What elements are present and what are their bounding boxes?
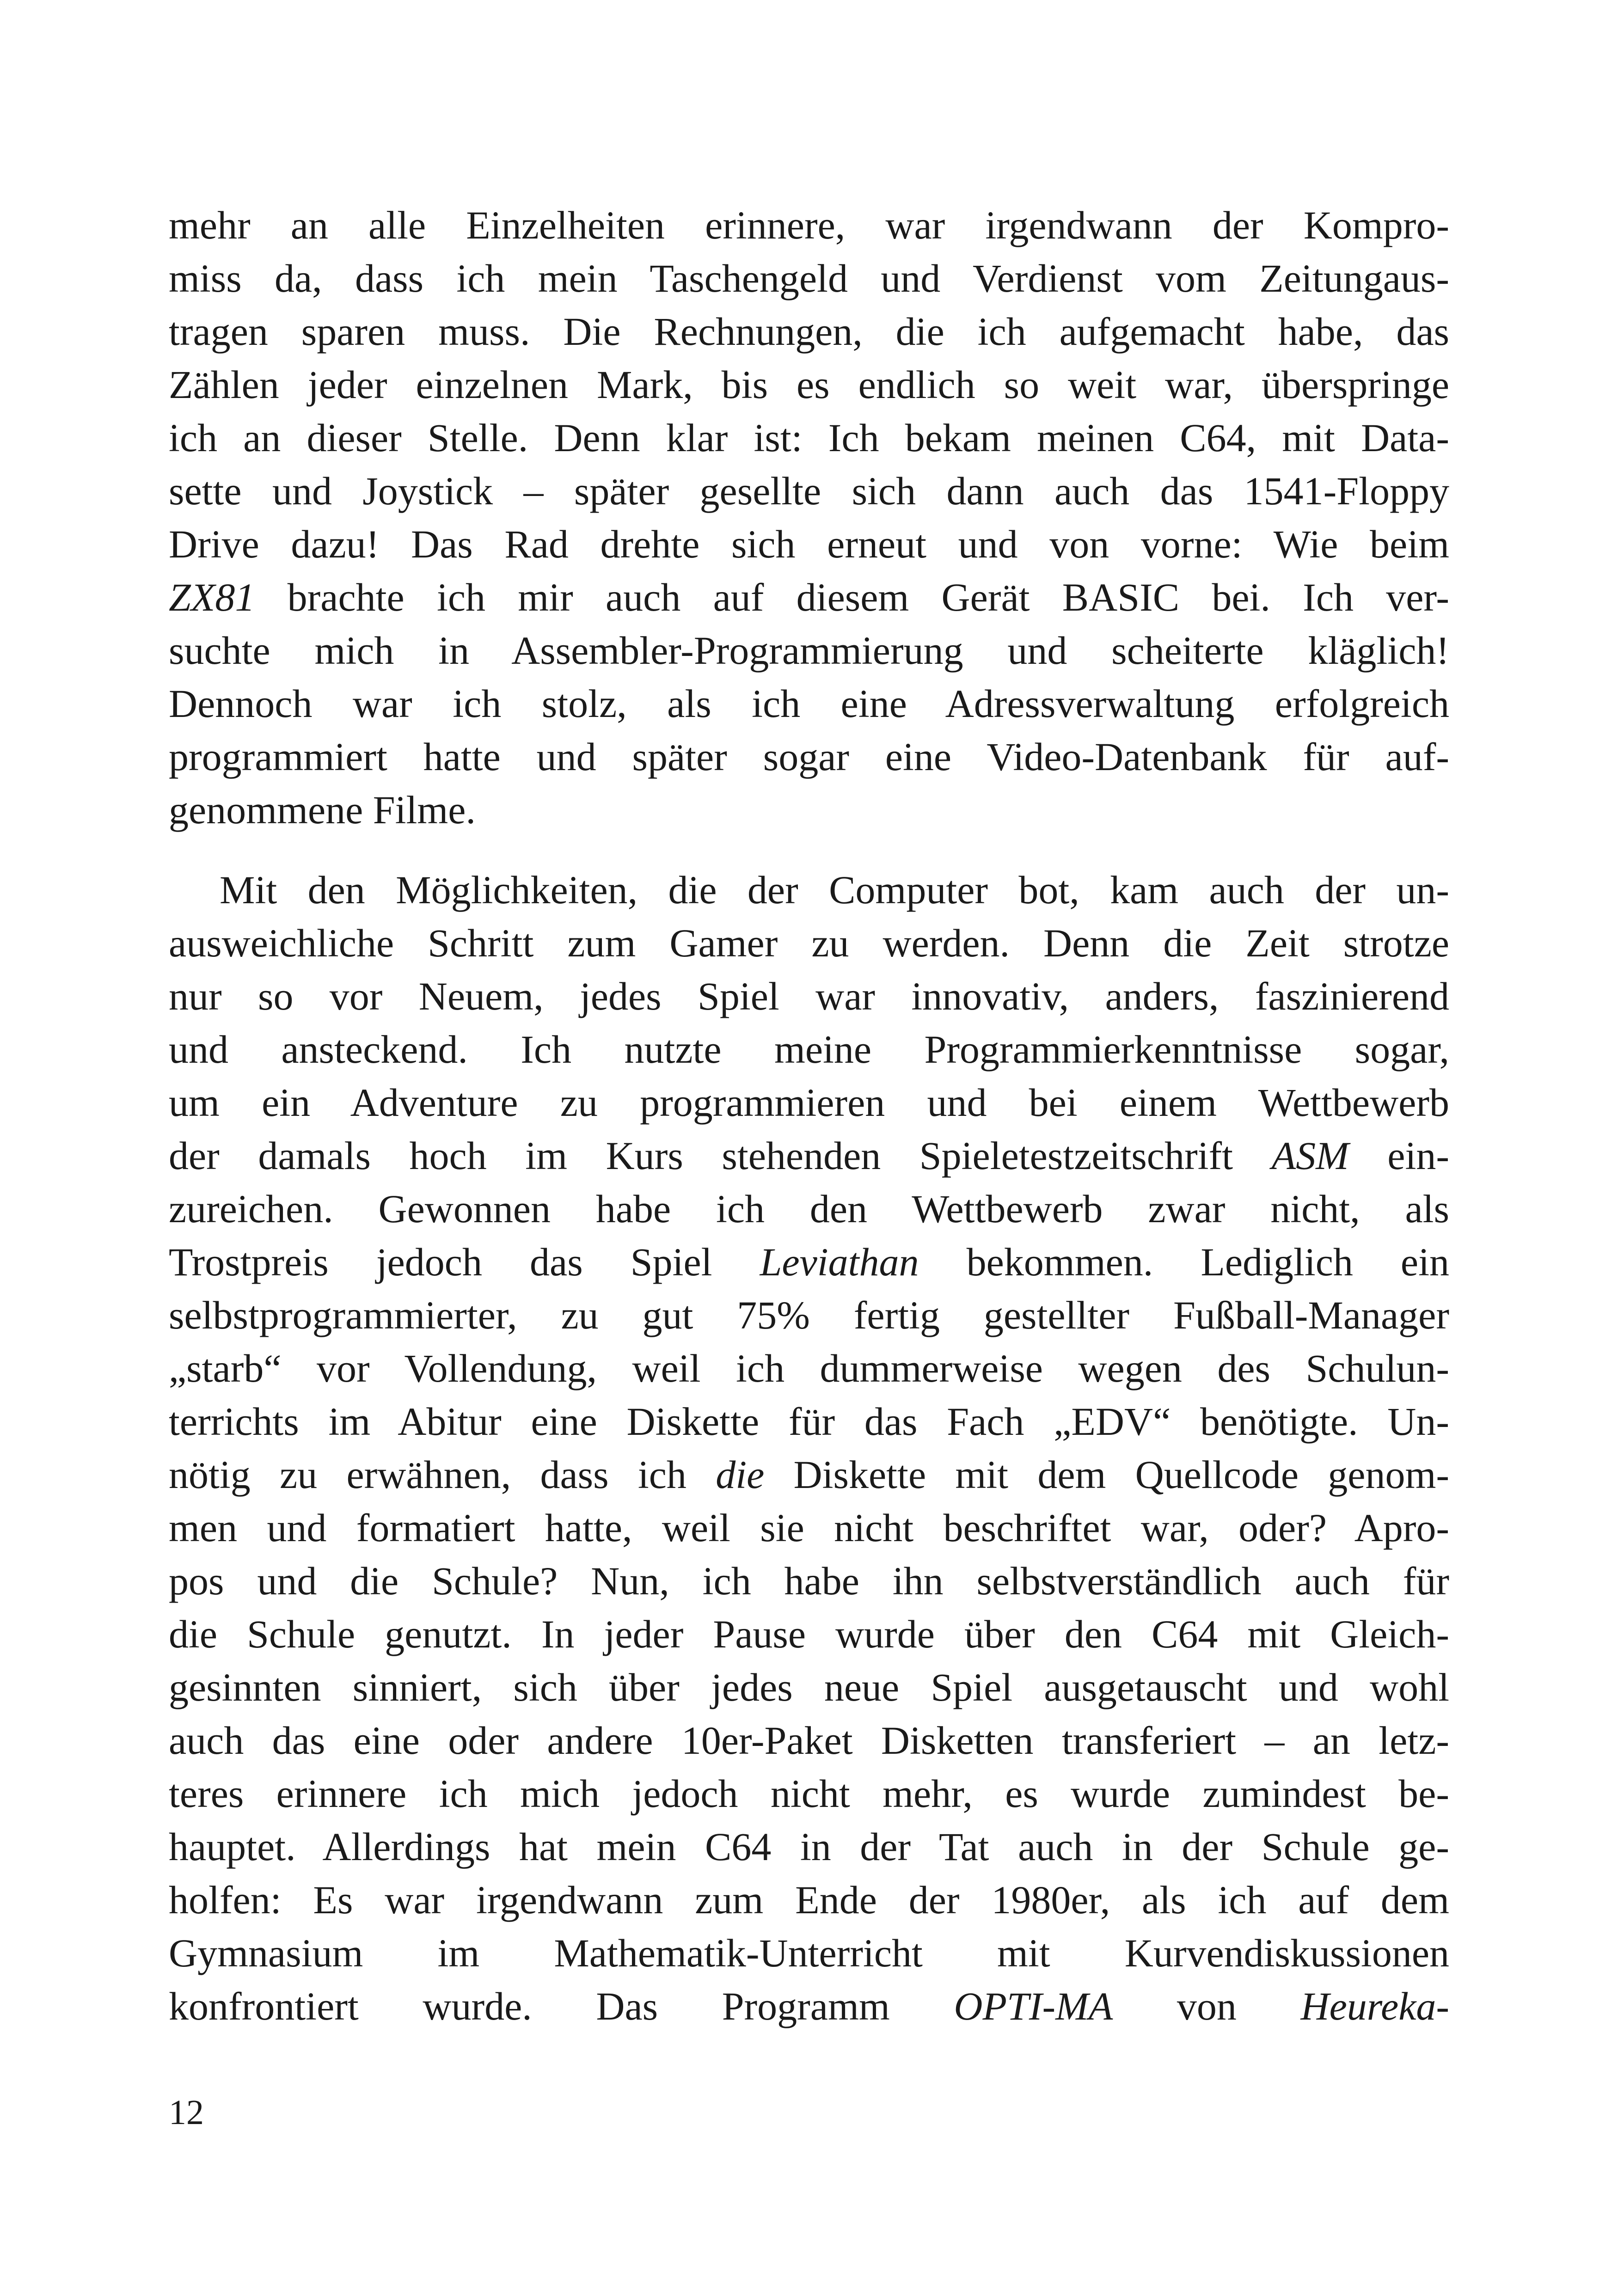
italic-text: ZX81 <box>169 575 255 619</box>
paragraph <box>169 863 1449 2033</box>
text-run: holfen: Es war irgendwann zum Ende der 1980er, als ich auf dem <box>169 1878 1449 1922</box>
text-run: von <box>1113 1984 1301 2028</box>
text-line <box>169 199 1449 252</box>
text-run: Trostpreis jedoch das Spiel <box>169 1240 760 1284</box>
text-run: programmiert hatte und später sogar eine Video-Datenbank für auf- <box>169 735 1449 779</box>
text-run: hauptet. Allerdings hat mein C64 in der Tat auch in der Schule ge- <box>169 1825 1449 1869</box>
text-line <box>169 1182 1449 1236</box>
text-run: genommene Filme. <box>169 788 476 832</box>
italic-text: die <box>716 1452 765 1497</box>
text-run: pos und die Schule? Nun, ich habe ihn selbstverständlich auch für <box>169 1559 1449 1603</box>
text-line <box>169 1555 1449 1608</box>
text-run: gesinnten sinniert, sich über jedes neue Spiel ausgetauscht und wohl <box>169 1665 1449 1709</box>
text-line <box>169 1448 1449 1501</box>
text-line <box>169 518 1449 571</box>
text-run: Mit den Möglichkeiten, die der Computer bot, kam auch der un- <box>220 868 1449 912</box>
text-run: ausweichliche Schritt zum Gamer zu werden. Denn die Zeit strotze <box>169 921 1449 965</box>
text-run: ich an dieser Stelle. Denn klar ist: Ich bekam meinen C64, mit Data- <box>169 416 1449 460</box>
paragraph <box>169 199 1449 837</box>
text-line <box>169 917 1449 970</box>
text-line <box>169 730 1449 784</box>
text-line <box>169 1023 1449 1076</box>
text-line <box>169 252 1449 305</box>
italic-text: ASM <box>1271 1133 1349 1178</box>
text-line <box>169 624 1449 677</box>
text-line <box>169 677 1449 730</box>
page-number: 12 <box>169 2093 204 2132</box>
text-line <box>169 1236 1449 1289</box>
text-line <box>169 1608 1449 1661</box>
text-run: men und formatiert hatte, weil sie nicht beschriftet war, oder? Apro- <box>169 1506 1449 1550</box>
text-run: Drive dazu! Das Rad drehte sich erneut und von vorne: Wie beim <box>169 522 1449 566</box>
text-line <box>169 1874 1449 1927</box>
text-run: mehr an alle Einzelheiten erinnere, war irgendwann der Kompro- <box>169 203 1449 247</box>
text-line <box>169 863 1449 917</box>
text-line <box>169 1342 1449 1395</box>
text-line <box>169 970 1449 1023</box>
text-run: auch das eine oder andere 10er-Paket Disketten transferiert – an letz- <box>169 1718 1449 1763</box>
text-run: brachte ich mir auch auf diesem Gerät BASIC bei. Ich ver- <box>255 575 1449 619</box>
italic-text: OPTI-MA <box>954 1984 1113 2028</box>
text-line <box>169 1820 1449 1874</box>
text-line <box>169 1767 1449 1820</box>
text-run: die Schule genutzt. In jeder Pause wurde über den C64 mit Gleich- <box>169 1612 1449 1656</box>
text-line <box>169 1129 1449 1182</box>
text-run: Dennoch war ich stolz, als ich eine Adressverwaltung erfolgreich <box>169 681 1449 726</box>
text-run: um ein Adventure zu programmieren und bei einem Wettbewerb <box>169 1080 1449 1125</box>
text-run: miss da, dass ich mein Taschengeld und Verdienst vom Zeitungaus- <box>169 256 1449 300</box>
text-line <box>169 305 1449 358</box>
text-run: ein- <box>1348 1133 1450 1178</box>
text-line <box>169 1980 1449 2033</box>
text-line <box>169 1395 1449 1448</box>
text-run: sette und Joystick – später gesellte sich dann auch das 1541-Floppy <box>169 469 1449 513</box>
text-line <box>169 784 1449 837</box>
text-run: bekommen. Lediglich ein <box>919 1240 1449 1284</box>
text-run: suchte mich in Assembler-Programmierung und scheiterte kläglich! <box>169 628 1449 673</box>
text-run: und ansteckend. Ich nutzte meine Programmierkenntnisse sogar, <box>169 1027 1449 1071</box>
text-run: zureichen. Gewonnen habe ich den Wettbewerb zwar nicht, als <box>169 1187 1449 1231</box>
text-run: konfrontiert wurde. Das Programm <box>169 1984 954 2028</box>
text-line <box>169 1661 1449 1714</box>
text-line <box>169 1289 1449 1342</box>
text-line <box>169 411 1449 465</box>
text-run: tragen sparen muss. Die Rechnungen, die ich aufgemacht habe, das <box>169 309 1449 354</box>
text-line <box>169 465 1449 518</box>
text-line <box>169 1927 1449 1980</box>
italic-text: Leviathan <box>760 1240 919 1284</box>
text-run: Gymnasium im Mathematik-Unterricht mit Kurvendiskussionen <box>169 1931 1449 1975</box>
italic-text: Heureka- <box>1300 1984 1450 2028</box>
text-run: Zählen jeder einzelnen Mark, bis es endlich so weit war, überspringe <box>169 362 1449 407</box>
text-line <box>169 1501 1449 1555</box>
text-run: terrichts im Abitur eine Diskette für das Fach „EDV“ benötigte. Un- <box>169 1399 1449 1444</box>
body-text <box>169 199 1449 2033</box>
text-run: nur so vor Neuem, jedes Spiel war innovativ, anders, faszinierend <box>169 974 1449 1018</box>
text-run: Diskette mit dem Quellcode genom- <box>764 1452 1450 1497</box>
text-run: teres erinnere ich mich jedoch nicht mehr, es wurde zumindest be- <box>169 1771 1449 1816</box>
text-run: selbstprogrammierter, zu gut 75% fertig gestellter Fußball-Manager <box>169 1293 1449 1337</box>
text-line <box>169 1076 1449 1129</box>
text-run: „starb“ vor Vollendung, weil ich dummerweise wegen des Schulun- <box>169 1346 1449 1390</box>
text-line <box>169 1714 1449 1767</box>
text-line <box>169 571 1449 624</box>
text-run: nötig zu erwähnen, dass ich <box>169 1452 716 1497</box>
text-run: der damals hoch im Kurs stehenden Spieletestzeitschrift <box>169 1133 1272 1178</box>
text-line <box>169 358 1449 411</box>
